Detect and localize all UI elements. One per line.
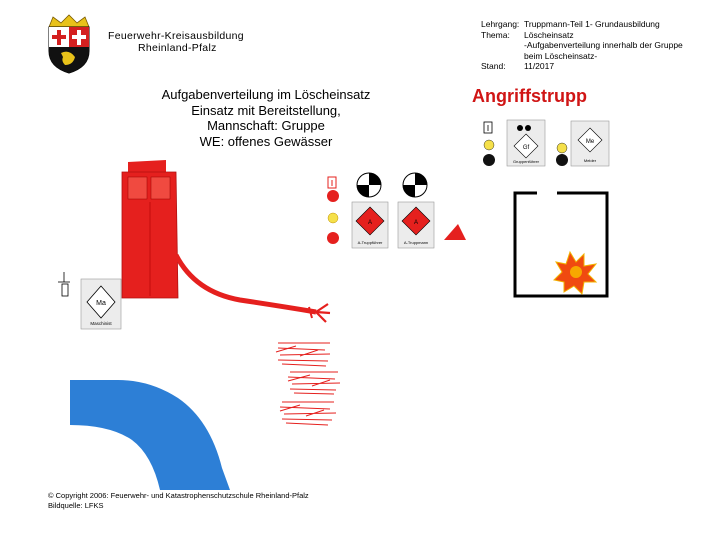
ma-label: Ma <box>96 300 106 307</box>
date-value: 11/2017 <box>524 61 555 72</box>
machinist-sign <box>58 272 121 329</box>
person-icon <box>483 122 495 166</box>
course-key: Lehrgang: <box>481 19 520 29</box>
topic-value-1: Löscheinsatz <box>524 29 574 40</box>
topic-key: Thema: <box>481 29 510 40</box>
course-value: Truppmann-Teil 1- Grundausbildung <box>524 19 660 29</box>
copyright-text: © Copyright 2006: Feuerwehr- und Katastrophenschutzschule Rheinland-Pfalz <box>48 491 309 500</box>
me-caption: Melder <box>583 158 597 163</box>
gf-label: Gf <box>522 145 530 151</box>
org-name-line1: Feuerwehr-Kreisausbildung <box>108 30 244 42</box>
attack-troop-leader-sign <box>352 202 388 248</box>
water-body <box>70 380 230 490</box>
tf-caption-a: A-Truppführer <box>357 240 383 245</box>
tf-label-b: A <box>413 220 419 226</box>
gf-caption: Gruppenführer <box>512 159 540 164</box>
title-line2: Einsatz mit Bereitstellung, <box>191 102 341 118</box>
hose-line <box>176 255 316 312</box>
fire-truck-icon <box>122 160 178 298</box>
image-source-text: Bildquelle: LFKS <box>48 500 104 510</box>
direction-triangle-icon <box>444 224 466 240</box>
section-heading: Angriffstrupp <box>472 86 587 106</box>
person-icon <box>556 143 568 166</box>
title-line3: Mannschaft: Gruppe <box>207 118 325 133</box>
ma-caption: Maschinist <box>90 321 112 326</box>
person-icon <box>327 177 339 244</box>
tf-label-a: A <box>367 220 373 226</box>
footer <box>48 491 309 510</box>
tf-caption-b: A-Truppmann <box>403 240 429 245</box>
attack-troop-member-sign <box>398 202 434 248</box>
date-key: Stand: <box>481 61 506 72</box>
me-label: Me <box>585 139 595 145</box>
marker-disc-icon <box>357 173 381 197</box>
title-line4: WE: offenes Gewässer <box>199 133 333 149</box>
topic-value-3: beim Löscheinsatz- <box>524 50 598 61</box>
group-leader-sign <box>507 120 545 166</box>
topic-value-2: -Aufgabenverteilung innerhalb der Gruppe <box>524 40 683 51</box>
title-line1: Aufgabenverteilung im Löscheinsatz <box>161 87 371 102</box>
marker-disc-icon <box>403 173 427 197</box>
messenger-sign <box>571 121 609 166</box>
org-name-line2: Rheinland-Pfalz <box>138 42 217 54</box>
hose-stack-icon <box>276 343 340 425</box>
